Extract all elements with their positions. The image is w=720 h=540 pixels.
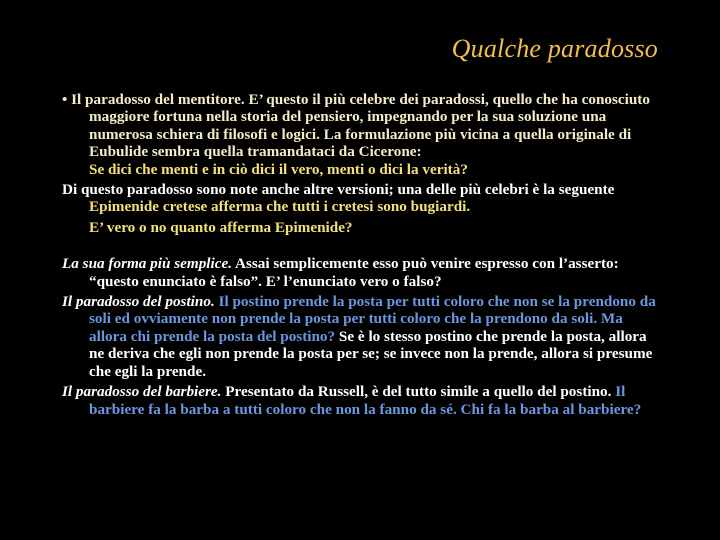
barber-paradox-highlight: Il barbiere fa la barba a tutti coloro che non la fanno da sé. Chi fa la barba al barbiere? bbox=[89, 383, 642, 418]
simple-form bbox=[62, 255, 662, 290]
epimenides-statement: Epimenide cretese afferma che tutti i cretesi sono bugiardi. bbox=[89, 198, 471, 216]
postman-paradox bbox=[62, 293, 662, 380]
postman-paradox-highlight: Il postino prende la posta per tutti coloro che non se la prendono da soli ed ovviamente non prende la posta per tutti coloro che la prendono da soli. Ma allora chi prende la posta del postino? bbox=[89, 293, 656, 345]
liar-paradox-intro bbox=[62, 91, 662, 161]
barber-paradox-text: Presentato da Russell, è del tutto simile a quello del postino. bbox=[221, 383, 612, 401]
postman-paradox-label: Il paradosso del postino. bbox=[62, 293, 215, 311]
other-versions: Di questo paradosso sono note anche altre versioni; una delle più celebri è la seguente bbox=[62, 181, 615, 199]
simple-form-label: La sua forma più semplice. bbox=[62, 255, 233, 273]
section-gap bbox=[62, 236, 662, 255]
cicero-quote: Se dici che menti e in ciò dici il vero, menti o dici la verità? bbox=[89, 160, 468, 178]
barber-paradox bbox=[62, 383, 662, 418]
slide-title: Qualche paradosso bbox=[451, 34, 658, 63]
simple-form-text: Assai semplicemente esso può venire espresso con l’asserto: “questo enunciato è falso”. E’ l’enunciato vero o falso? bbox=[89, 255, 619, 290]
epimenides-question: E’ vero o no quanto afferma Epimenide? bbox=[89, 218, 353, 236]
bullet-icon: • bbox=[62, 91, 68, 108]
slide-body bbox=[62, 91, 662, 418]
barber-paradox-label: Il paradosso del barbiere. bbox=[62, 383, 222, 401]
postman-paradox-text: Se è lo stesso postino che prende la posta, allora ne deriva che egli non prende la posta per se; se invece non la prende, allora si presume che egli la prende. bbox=[89, 327, 653, 380]
liar-paradox-text: Il paradosso del mentitore. E’ questo il più celebre dei paradossi, quello che ha conosciuto maggiore fortuna nella storia del pensiero, impegnando per la sua soluzione una numerosa schiera di filosofi e logici. La formulazione più vicina a quella originale di Eubulide sembra quella tramandataci da Cicerone: bbox=[71, 91, 650, 161]
